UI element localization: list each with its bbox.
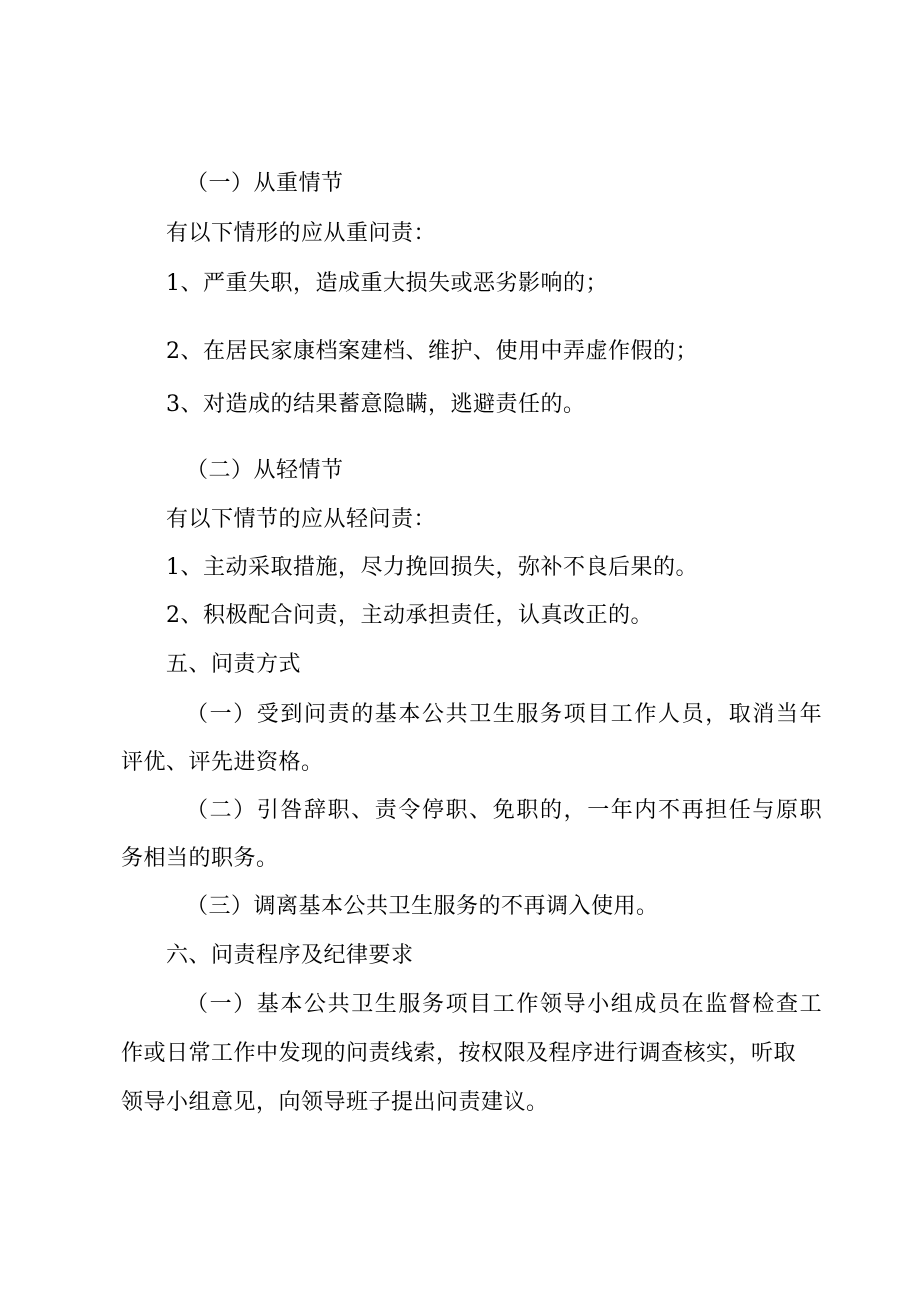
paragraph-method-3: （三）调离基本公共卫生服务的不再调入使用。: [186, 894, 659, 919]
paragraph-method-2-line-1: （二）引咎辞职、责令停职、免职的，一年内不再担任与原职: [186, 798, 824, 823]
paragraph-method-1-line-1: （一）受到问责的基本公共卫生服务项目工作人员，取消当年: [186, 702, 824, 727]
section-heading-mitigating: （二）从轻情节: [186, 458, 344, 483]
section-heading-aggravating: （一）从重情节: [186, 171, 344, 196]
paragraph-mitigating-intro: 有以下情节的应从轻问责：: [166, 507, 437, 532]
paragraph-method-2-line-2: 务相当的职务。: [121, 846, 279, 871]
list-item-aggravating-3: 3、对造成的结果蓄意隐瞒，逃避责任的。: [166, 392, 586, 417]
list-item-aggravating-1: 1、严重失职，造成重大损失或恶劣影响的；: [166, 271, 608, 296]
list-item-mitigating-1: 1、主动采取措施，尽力挽回损失，弥补不良后果的。: [166, 555, 698, 580]
paragraph-aggravating-intro: 有以下情形的应从重问责：: [166, 221, 437, 246]
paragraph-procedure-1-line-1: （一）基本公共卫生服务项目工作领导小组成员在监督检查工: [186, 992, 824, 1017]
paragraph-method-1-line-2: 评优、评先进资格。: [121, 750, 324, 775]
section-heading-accountability-methods: 五、问责方式: [166, 652, 302, 677]
list-item-aggravating-2: 2、在居民家康档案建档、维护、使用中弄虚作假的；: [166, 339, 698, 364]
paragraph-procedure-1-line-2: 作或日常工作中发现的问责线索，按权限及程序进行调查核实，听取: [121, 1041, 797, 1066]
paragraph-procedure-1-line-3: 领导小组意见，向领导班子提出问责建议。: [121, 1090, 549, 1115]
list-item-mitigating-2: 2、积极配合问责，主动承担责任，认真改正的。: [166, 603, 653, 628]
section-heading-procedures: 六、问责程序及纪律要求: [166, 943, 414, 968]
